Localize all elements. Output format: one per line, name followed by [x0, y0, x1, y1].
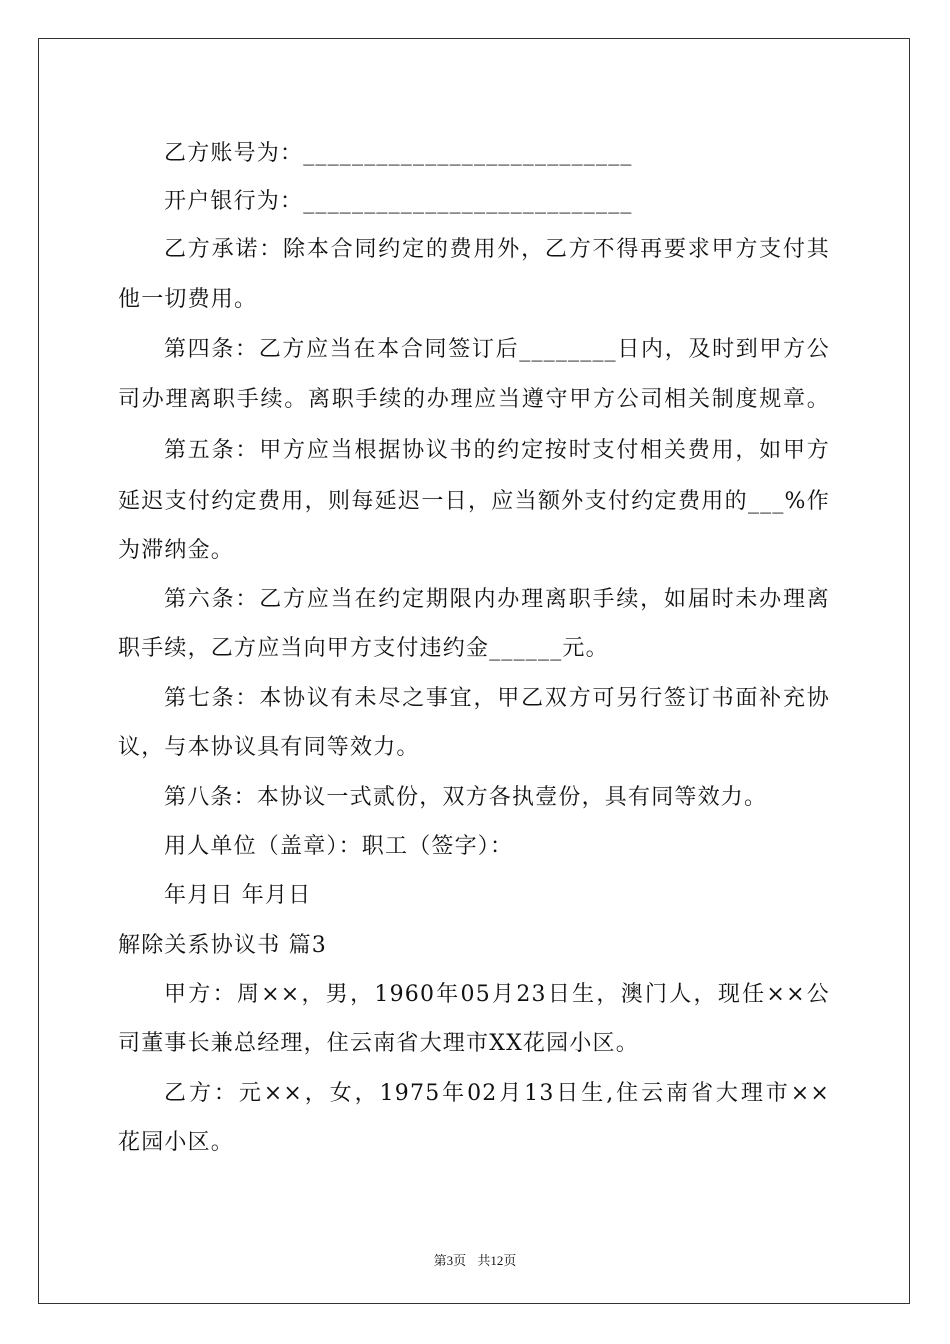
bank-name-line: 开户银行为：___________________________ [164, 189, 633, 214]
article-6-line: 第六条：乙方应当在约定期限内办理离职手续，如届时未办理离 [164, 587, 830, 612]
party-b-line: 乙方：元××，女，1975年02月13日生,住云南省大理市×× [164, 1081, 830, 1106]
date-line: 年月日 年月日 [164, 883, 312, 908]
signature-line: 用人单位（盖章）：职工（签字）： [164, 834, 514, 859]
page-number: 第3页 [433, 1253, 467, 1268]
paragraph-line: 司董事长兼总经理，住云南省大理市XX花园小区。 [118, 1031, 639, 1056]
paragraph-line: 为滞纳金。 [118, 538, 235, 563]
article-8-line: 第八条：本协议一式贰份，双方各执壹份，具有同等效力。 [164, 785, 768, 810]
paragraph-line: 议，与本协议具有同等效力。 [118, 735, 420, 760]
article-5-line: 第五条：甲方应当根据协议书的约定按时支付相关费用，如甲方 [164, 438, 830, 463]
paragraph-line: 乙方承诺：除本合同约定的费用外，乙方不得再要求甲方支付其 [164, 237, 830, 262]
party-a-line: 甲方：周××，男，1960年05月23日生，澳门人，现任××公 [164, 982, 830, 1007]
page-footer [0, 1250, 950, 1269]
paragraph-line: 司办理离职手续。离职手续的办理应当遵守甲方公司相关制度规章。 [118, 387, 830, 412]
account-number-line: 乙方账号为：___________________________ [164, 141, 633, 166]
section-heading: 解除关系协议书 篇3 [118, 933, 327, 958]
paragraph-line: 花园小区。 [118, 1130, 235, 1155]
article-4-line: 第四条：乙方应当在本合同签订后________日内，及时到甲方公 [164, 337, 830, 362]
paragraph-line: 他一切费用。 [118, 287, 258, 312]
page-border [38, 38, 910, 1304]
article-7-line: 第七条：本协议有未尽之事宜，甲乙双方可另行签订书面补充协 [164, 686, 830, 711]
paragraph-line: 延迟支付约定费用，则每延迟一日，应当额外支付约定费用的___%作 [118, 489, 830, 514]
paragraph-line: 职手续，乙方应当向甲方支付违约金______元。 [118, 636, 609, 661]
page-total: 共12页 [477, 1253, 517, 1268]
